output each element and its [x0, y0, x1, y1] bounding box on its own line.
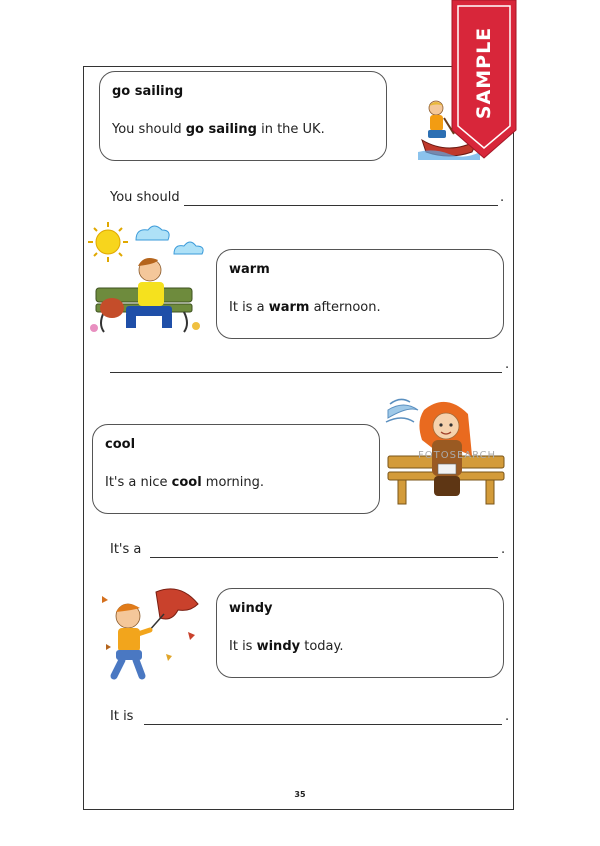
answer-line-1 — [110, 190, 506, 210]
write-line[interactable] — [150, 557, 498, 558]
stock-watermark: FOTOSEARCH — [418, 450, 497, 461]
write-line[interactable] — [110, 372, 502, 373]
write-line[interactable] — [184, 205, 498, 206]
answer-line-2 — [110, 357, 510, 377]
end-mark: . — [501, 542, 506, 557]
answer-prompt: It is — [110, 709, 134, 724]
sample-ribbon-label: SAMPLE — [473, 26, 495, 120]
end-mark: . — [500, 190, 505, 205]
vocab-word: windy — [229, 601, 273, 616]
vocab-word: warm — [229, 262, 270, 277]
example-sentence: It is a warm afternoon. — [229, 300, 381, 315]
example-sentence: It is windy today. — [229, 639, 344, 654]
example-sentence: It's a nice cool morning. — [105, 475, 265, 490]
boy-on-bench-sun-clouds-illustration — [86, 220, 210, 338]
vocab-card-warm — [216, 249, 504, 339]
end-mark: . — [505, 357, 510, 372]
page-number: 35 — [294, 790, 306, 799]
example-sentence: You should go sailing in the UK. — [112, 122, 325, 137]
answer-line-4 — [110, 709, 510, 729]
answer-line-3 — [110, 542, 506, 562]
end-mark: . — [505, 709, 510, 724]
vocab-card-windy — [216, 588, 504, 678]
answer-prompt: You should — [110, 190, 180, 205]
write-line[interactable] — [144, 724, 502, 725]
answer-prompt: It's a — [110, 542, 142, 557]
vocab-word: go sailing — [112, 84, 184, 99]
boy-umbrella-wind-illustration — [94, 584, 206, 684]
vocab-card-go-sailing — [99, 71, 387, 161]
vocab-word: cool — [105, 437, 136, 452]
vocab-card-cool — [92, 424, 380, 514]
